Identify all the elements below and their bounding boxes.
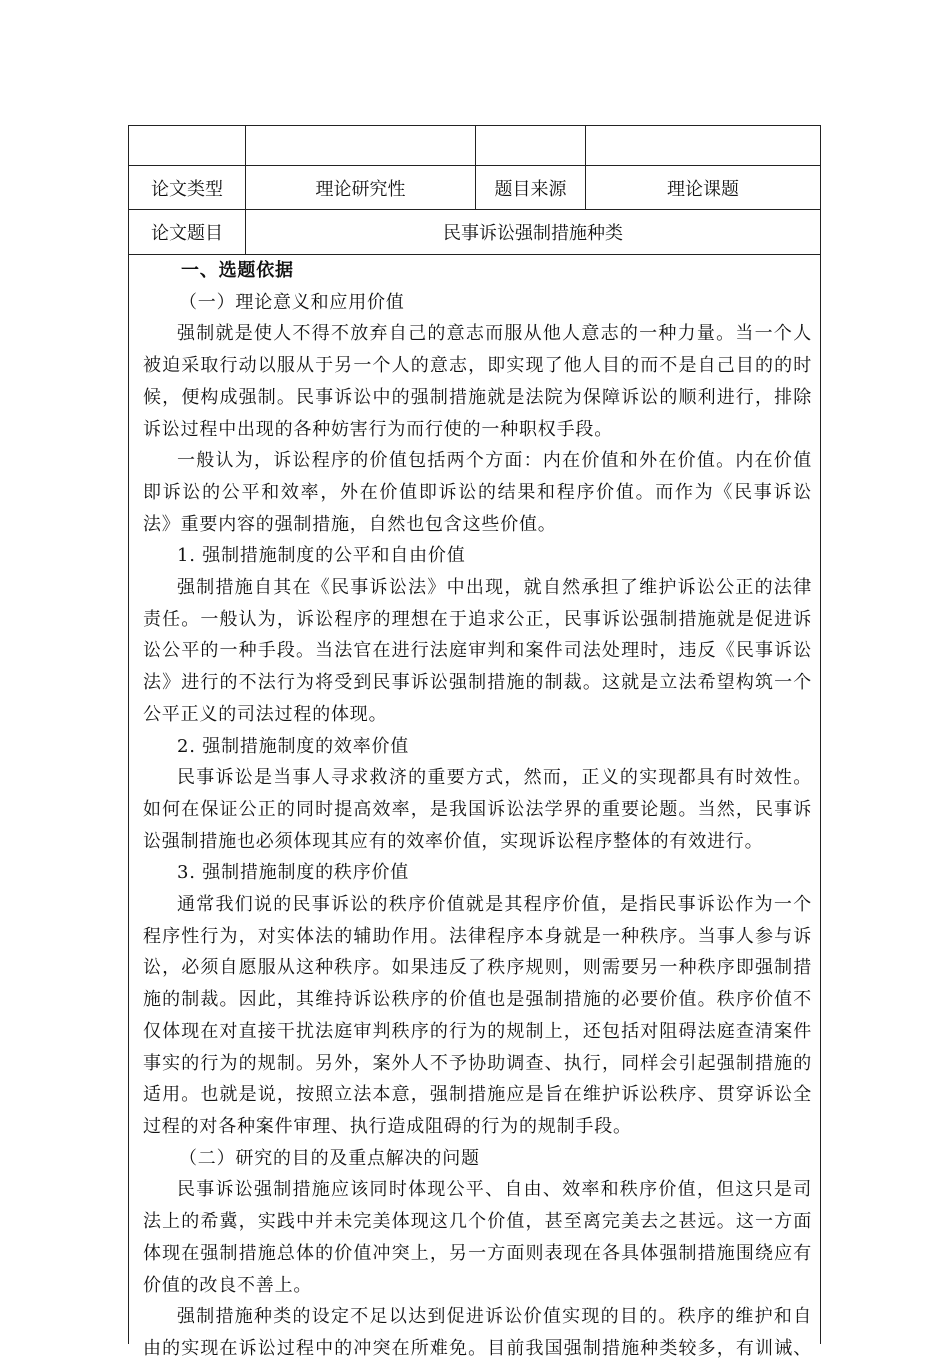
text-line: 民事诉讼是当事人寻求救济的重要方式，然而，正义的实现都具有时效性。: [177, 767, 812, 789]
text-line: 一般认为，诉讼程序的价值包括两个方面：内在价值和外在价值。内在价值: [177, 450, 812, 472]
text-line: 讼公平的一种手段。当法官在进行法庭审判和案件司法处理时，违反《民事诉讼: [143, 640, 812, 662]
text-line: 即诉讼的公平和效率，外在价值即诉讼的结果和程序价值。而作为《民事诉讼: [143, 481, 812, 503]
table-row-type: [129, 166, 820, 210]
table-row-title: [129, 210, 820, 255]
text-line: 由的实现在诉讼过程中的冲突在所难免。目前我国强制措施种类较多，有训诫、: [143, 1337, 812, 1359]
paper-type-label: 论文类型: [129, 166, 246, 209]
text-line: 责任。一般认为，诉讼程序的理想在于追求公正，民事诉讼强制措施就是促进诉: [143, 608, 812, 630]
text-line: 仅体现在对直接干扰法庭审判秩序的行为的规制上，还包括对阻碍法庭查清案件: [143, 1020, 812, 1042]
numbered-heading: 3. 强制措施制度的秩序价值: [177, 862, 410, 884]
text-line: 施的制裁。因此，其维持诉讼秩序的价值也是强制措施的必要价值。秩序价值不: [143, 989, 812, 1011]
text-line: 诉讼过程中出现的各种妨害行为而行使的一种职权手段。: [143, 418, 613, 440]
topic-source-label: 题目来源: [476, 166, 586, 209]
numbered-heading: 2. 强制措施制度的效率价值: [177, 735, 410, 757]
text-line: 法》进行的不法行为将受到民事诉讼强制措施的制裁。这就是立法希望构筑一个: [143, 672, 812, 694]
text-line: 被迫采取行动以服从于另一个人的意志，即实现了他人目的而不是自己目的的时: [143, 355, 812, 377]
text-line: 过程的对各种案件审理、执行造成阻碍的行为的规制手段。: [143, 1115, 632, 1137]
proposal-form-table: [128, 125, 821, 1359]
text-line: 通常我们说的民事诉讼的秩序价值就是其程序价值，是指民事诉讼作为一个: [177, 894, 812, 916]
empty-cell: [246, 126, 476, 165]
empty-cell: [129, 126, 246, 165]
text-line: 适用。也就是说，按照立法本意，强制措施应是旨在维护诉讼秩序、贯穿诉讼全: [143, 1084, 812, 1106]
text-line: 公平正义的司法过程的体现。: [143, 703, 388, 725]
subsection-heading: （一）理论意义和应用价值: [179, 291, 405, 313]
text-line: 法上的希冀，实践中并未完美体现这几个价值，甚至离完美去之甚远。这一方面: [143, 1211, 812, 1233]
text-line: 强制就是使人不得不放弃自己的意志而服从他人意志的一种力量。当一个人: [177, 323, 812, 345]
text-line: 强制措施种类的设定不足以达到促进诉讼价值实现的目的。秩序的维护和自: [177, 1306, 812, 1328]
topic-source-value: 理论课题: [667, 178, 739, 200]
paper-title-value: 民事诉讼强制措施种类: [443, 223, 623, 244]
text-line: 价值的改良不善上。: [143, 1274, 313, 1296]
text-line: 强制措施自其在《民事诉讼法》中出现，就自然承担了维护诉讼公正的法律: [177, 577, 812, 599]
text-line: 程序性行为，对实体法的辅助作用。法律程序本身就是一种秩序。当事人参与诉: [143, 925, 812, 947]
text-line: 如何在保证公正的同时提高效率，是我国诉讼法学界的重要论题。当然，民事诉: [143, 798, 812, 820]
text-line: 体现在强制措施总体的价值冲突上，另一方面则表现在各具体强制措施围绕应有: [143, 1242, 812, 1264]
empty-cell: [586, 126, 820, 165]
text-line: 候，便构成强制。民事诉讼中的强制措施就是法院为保障诉讼的顺利进行，排除: [143, 386, 812, 408]
paper-title-label: 论文题目: [129, 210, 246, 254]
proposal-body: [129, 255, 820, 1365]
text-line: 讼强制措施也必须体现其应有的效率价值，实现诉讼程序整体的有效进行。: [143, 830, 764, 852]
text-line: 民事诉讼强制措施应该同时体现公平、自由、效率和秩序价值，但这只是司: [177, 1179, 812, 1201]
paper-type-value: 理论研究性: [246, 166, 476, 209]
subsection-heading: （二）研究的目的及重点解决的问题: [179, 1147, 480, 1169]
section-heading: 一、选题依据: [181, 260, 294, 281]
text-line: 事实的行为的规制。另外，案外人不予协助调查、执行，同样会引起强制措施的: [143, 1052, 812, 1074]
text-line: 法》重要内容的强制措施，自然也包含这些价值。: [143, 513, 557, 535]
text-line: 讼，必须自愿服从这种秩序。如果违反了秩序规则，则需要另一种秩序即强制措: [143, 957, 812, 979]
table-row-empty: [129, 126, 820, 166]
empty-cell: [476, 126, 586, 165]
numbered-heading: 1. 强制措施制度的公平和自由价值: [177, 545, 466, 567]
